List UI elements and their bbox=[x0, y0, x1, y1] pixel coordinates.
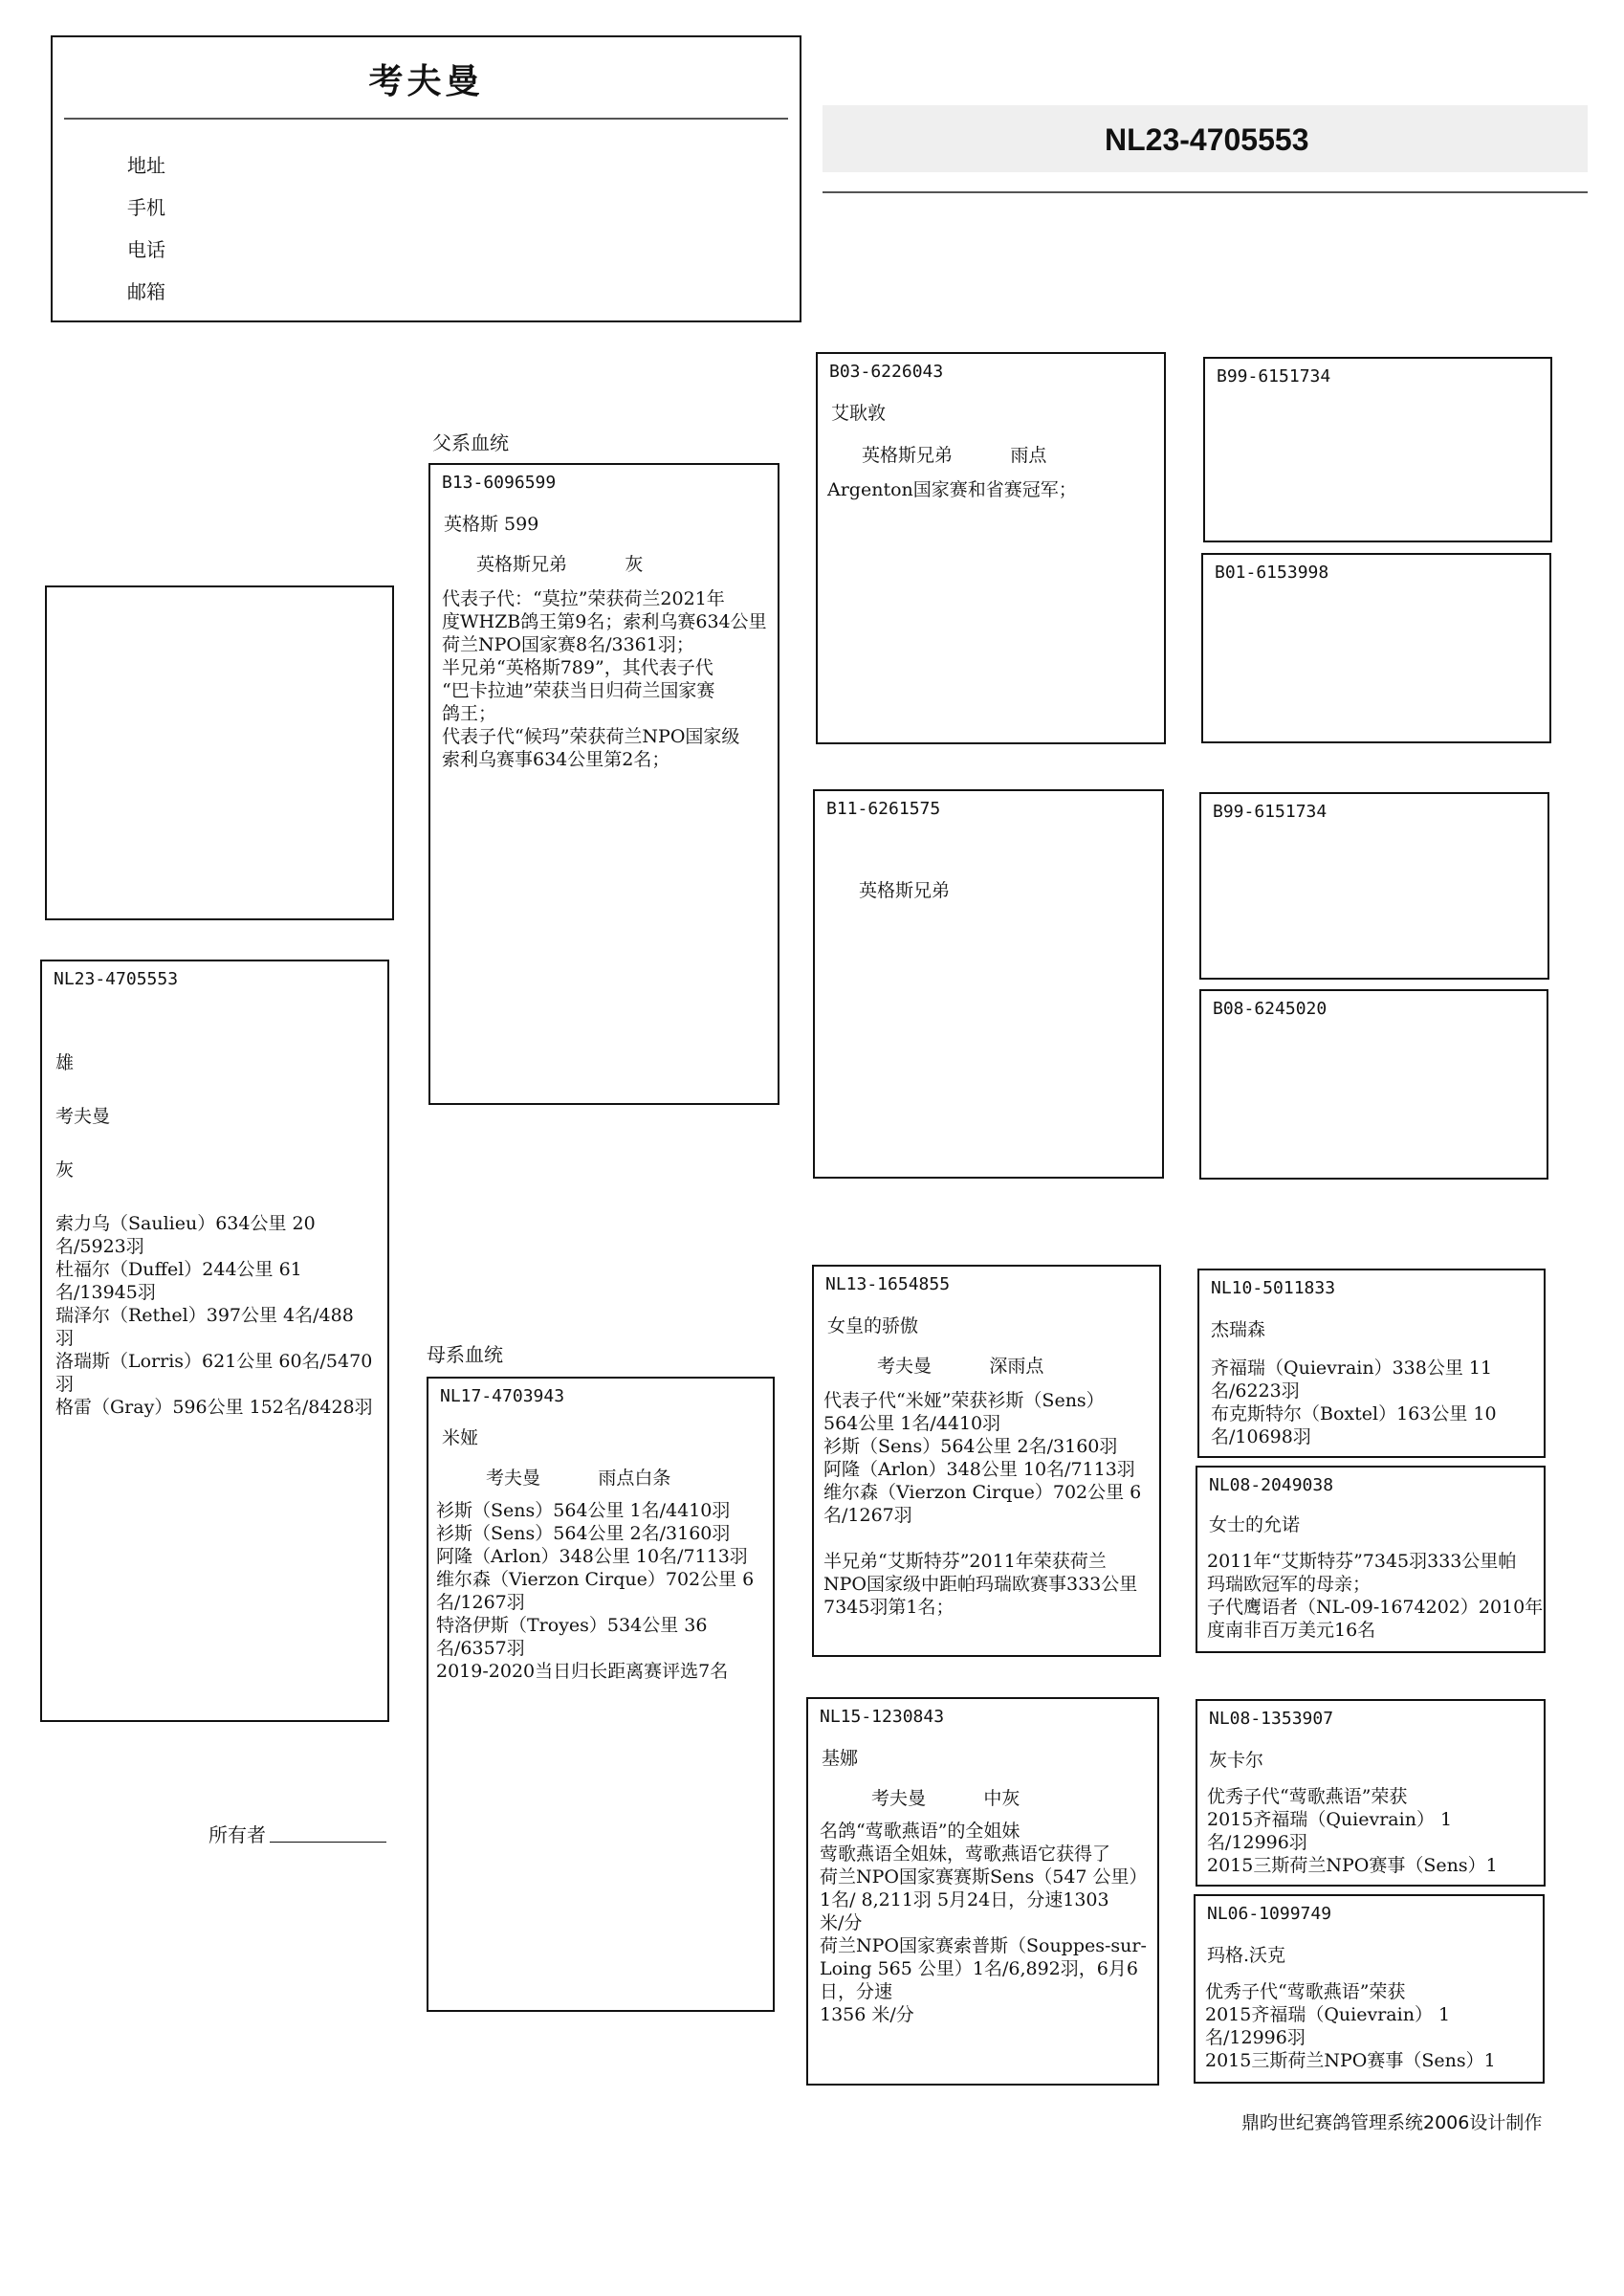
dss-name: 杰瑞森 bbox=[1211, 1319, 1266, 1340]
ssd-box bbox=[1201, 553, 1551, 743]
sire-notes: 代表子代：“莫拉”荣获荷兰2021年 度WHZB鸽王第9名；索利乌赛634公里 荷兰NPO国家赛8名/3361羽； 半兄弟“英格斯789”，其代表子代 “巴卡拉迪”荣获当日归荷兰国家赛 鸽王； 代表子代“候玛”荣获荷兰NPO国家级 索利乌赛事634公里第2名； bbox=[442, 588, 767, 770]
email-label: 邮箱 bbox=[127, 280, 165, 303]
dam-breeder-color: 考夫曼 雨点白条 bbox=[486, 1468, 671, 1489]
bird-box bbox=[40, 960, 389, 1722]
owner-sign-label: 所有者 bbox=[208, 1823, 266, 1846]
sss-box bbox=[1203, 357, 1552, 542]
sire-sire-ring: B03-6226043 bbox=[829, 362, 944, 382]
dds-name: 灰卡尔 bbox=[1209, 1750, 1264, 1771]
dam-section-label: 母系血统 bbox=[427, 1343, 503, 1366]
dss-ring: NL10-5011833 bbox=[1211, 1278, 1336, 1298]
sire-breeder-color: 英格斯兄弟 灰 bbox=[476, 554, 644, 575]
bird-ring: NL23-4705553 bbox=[54, 969, 179, 989]
ddd-notes: 优秀子代“莺歌燕语”荣获 2015齐福瑞（Quievrain） 1 名/12996羽 2015三斯荷兰NPO赛事（Sens）1 bbox=[1205, 1981, 1496, 2071]
sire-sire-box bbox=[816, 352, 1166, 744]
sire-section-label: 父系血统 bbox=[432, 431, 509, 454]
footer-credit: 鼎昀世纪赛鸽管理系统2006设计制作 bbox=[1241, 2112, 1543, 2133]
dam-dam-notes: 名鸽“莺歌燕语”的全姐妹 莺歌燕语全姐妹，莺歌燕语它获得了 荷兰NPO国家赛赛斯Sens（547 公里） 1名/ 8,211羽 5月24日，分速1303 米/分 荷兰NPO国家赛索普斯（Souppes-sur- Loing 565 公里）1名/6,892羽，6月6 日，分速 1356 米/分 bbox=[820, 1821, 1148, 2025]
sdd-box bbox=[1199, 989, 1548, 1180]
dss-box bbox=[1197, 1269, 1546, 1458]
photo-placeholder bbox=[45, 585, 394, 920]
owner-sign-line bbox=[270, 1842, 386, 1843]
dam-dam-ring: NL15-1230843 bbox=[820, 1707, 945, 1727]
bird-results: 索力乌（Saulieu）634公里 20 名/5923羽 杜福尔（Duffel）244公里 61 名/13945羽 瑞泽尔（Rethel）397公里 4名/488 羽 洛瑞斯（Lorris）621公里 60名/5470 羽 格雷（Gray）596公里 152名/8428羽 bbox=[55, 1213, 373, 1418]
sss-ring: B99-6151734 bbox=[1217, 366, 1331, 386]
dam-sire-notes: 代表子代“米娅”荣获衫斯（Sens） 564公里 1名/4410羽 衫斯（Sens）564公里 2名/3160羽 阿隆（Arlon）348公里 10名/7113羽 维尔森（Vierzon Cirque）702公里 6 名/1267羽 半兄弟“艾斯特芬”2011年荣获荷兰 NPO国家级中距帕玛瑞欧赛事333公里 7345羽第1名； bbox=[823, 1390, 1142, 1618]
sire-dam-breeder: 英格斯兄弟 bbox=[859, 880, 951, 901]
dds-notes: 优秀子代“莺歌燕语”荣获 2015齐福瑞（Quievrain） 1 名/12996羽 2015三斯荷兰NPO赛事（Sens）1 bbox=[1207, 1786, 1498, 1876]
ddd-name: 玛格.沃克 bbox=[1207, 1945, 1286, 1966]
dam-dam-box bbox=[806, 1697, 1159, 2086]
dam-box bbox=[427, 1377, 775, 2012]
phone-label: 电话 bbox=[127, 238, 165, 261]
dss-notes: 齐福瑞（Quievrain）338公里 11 名/6223羽 布克斯特尔（Boxtel）163公里 10 名/10698羽 bbox=[1211, 1358, 1497, 1447]
dsd-box bbox=[1196, 1466, 1546, 1653]
sds-ring: B99-6151734 bbox=[1213, 802, 1328, 822]
owner-name: 考夫曼 bbox=[368, 62, 484, 101]
dam-sire-box bbox=[812, 1265, 1161, 1657]
sire-ring: B13-6096599 bbox=[442, 473, 557, 493]
bird-info: 雄 考夫曼 灰 bbox=[55, 1052, 111, 1181]
dam-dam-name: 基娜 bbox=[822, 1748, 859, 1769]
dam-notes: 衫斯（Sens）564公里 1名/4410羽 衫斯（Sens）564公里 2名/3160羽 阿隆（Arlon）348公里 10名/7113羽 维尔森（Vierzon Cirque）702公里 6 名/1267羽 特洛伊斯（Troyes）534公里 36 名/6357羽 2019-2020当日归长距离赛评选7名 bbox=[436, 1500, 755, 1682]
owner-header-box bbox=[51, 35, 801, 322]
sire-sire-name: 艾耿敦 bbox=[831, 403, 887, 424]
dam-ring: NL17-4703943 bbox=[440, 1386, 565, 1406]
dsd-name: 女士的允诺 bbox=[1209, 1514, 1301, 1535]
dds-ring: NL08-1353907 bbox=[1209, 1709, 1334, 1729]
sire-dam-box bbox=[813, 789, 1164, 1179]
ssd-ring: B01-6153998 bbox=[1215, 563, 1329, 583]
header-divider bbox=[64, 118, 788, 120]
dam-sire-name: 女皇的骄傲 bbox=[827, 1315, 919, 1336]
ddd-box bbox=[1194, 1894, 1545, 2084]
sds-box bbox=[1199, 792, 1549, 980]
mobile-label: 手机 bbox=[127, 196, 165, 219]
sire-box bbox=[428, 463, 779, 1105]
dam-name: 米娅 bbox=[442, 1427, 479, 1448]
dds-box bbox=[1196, 1699, 1546, 1887]
sire-sire-notes: Argenton国家赛和省赛冠军； bbox=[827, 479, 1077, 500]
ring-underline bbox=[823, 191, 1588, 193]
sire-name: 英格斯 599 bbox=[444, 514, 539, 535]
dam-sire-ring: NL13-1654855 bbox=[825, 1274, 951, 1294]
ddd-ring: NL06-1099749 bbox=[1207, 1904, 1332, 1924]
dam-sire-breeder-color: 考夫曼 深雨点 bbox=[877, 1356, 1044, 1377]
main-ring-number: NL23-4705553 bbox=[1105, 122, 1309, 157]
sire-sire-breeder-color: 英格斯兄弟 雨点 bbox=[862, 445, 1047, 466]
dsd-ring: NL08-2049038 bbox=[1209, 1475, 1334, 1495]
dsd-notes: 2011年“艾斯特芬”7345羽333公里帕 玛瑞欧冠军的母亲； 子代鹰语者（NL-09-1674202）2010年 度南非百万美元16名 bbox=[1207, 1551, 1544, 1641]
dam-dam-breeder-color: 考夫曼 中灰 bbox=[871, 1788, 1020, 1809]
sdd-ring: B08-6245020 bbox=[1213, 999, 1328, 1019]
sire-dam-ring: B11-6261575 bbox=[826, 799, 941, 819]
address-label: 地址 bbox=[127, 154, 165, 177]
